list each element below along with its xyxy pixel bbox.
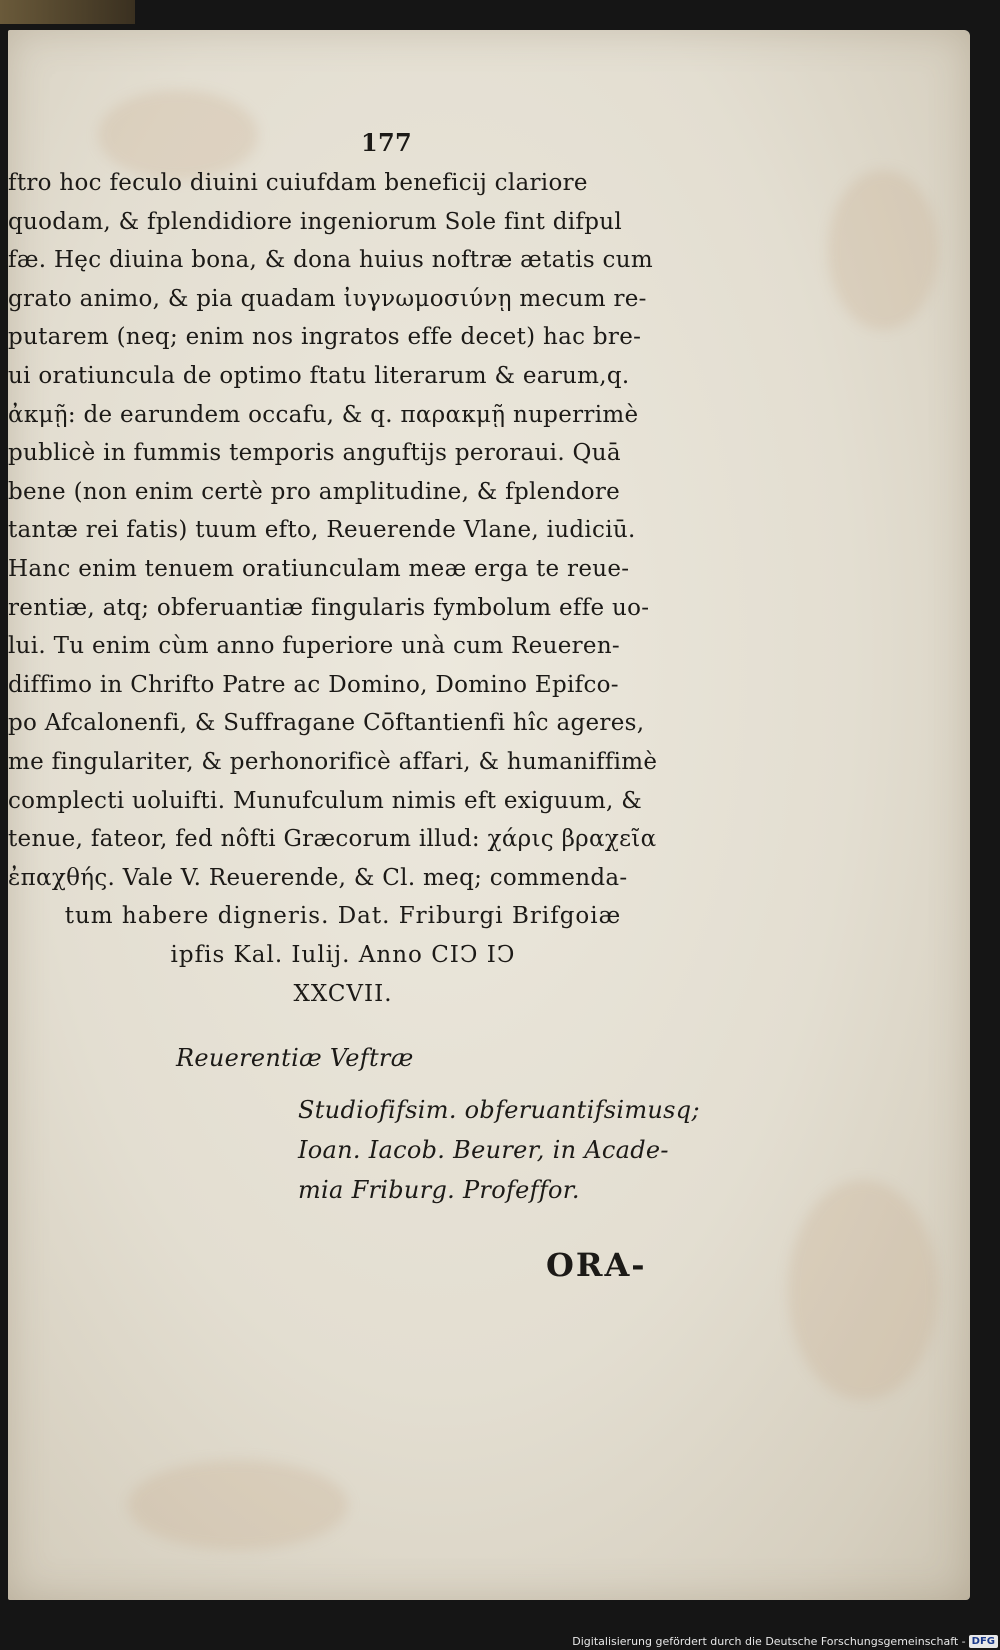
text-line: complecti uoluifti. Munufculum nimis eft exiguum, & (8, 787, 643, 814)
text-line: quodam, & fplendidiore ingeniorum Sole fint difpul (8, 208, 623, 235)
digitization-credit (572, 1635, 998, 1648)
signature-line: Ioan. Iacob. Beurer, in Acade- (298, 1136, 669, 1164)
signature-line: mia Friburg. Profeffor. (298, 1176, 580, 1204)
text-line: ipfis Kal. Iulij. Anno CIↃ IↃ (170, 942, 516, 968)
text-line: ftro hoc feculo diuini cuiufdam beneficij clariore (8, 170, 588, 196)
signature-line: Studiofifsim. obferuantifsimusq; (298, 1096, 700, 1124)
book-edge (0, 0, 135, 24)
text-line: bene (non enim certè pro amplitudine, & fplendore (8, 478, 621, 505)
text-line: XXCVII. (293, 980, 393, 1007)
text-line: tenue, fateor, fed nôfti Græcorum illud: χάρις βραχεῖα (8, 826, 657, 853)
text-line: lui. Tu enim cùm anno fuperiore unà cum Reueren- (8, 633, 621, 660)
text-line: me fingulariter, & perhonorificè affari, & humaniffimè (8, 749, 658, 775)
page-number: 177 (361, 128, 412, 157)
credit-text: Digitalisierung gefördert durch die Deutsche Forschungsgemeinschaft - (572, 1635, 966, 1648)
text-line: ἀκμῇ: de earundem occafu, & q. παρακμῇ nuperrimè (8, 401, 639, 428)
text-line: ui oratiuncula de optimo ftatu literarum & earum,q. (8, 363, 630, 389)
catchword: ORA- (546, 1246, 647, 1284)
text-line: publicè in fummis temporis anguftijs peroraui. Quā (8, 440, 621, 467)
text-line: grato animo, & pia quadam ἰυγνωμοσιύνῃ mecum re- (8, 285, 647, 312)
paper-stain (128, 1460, 348, 1550)
paper-stain (98, 90, 258, 180)
book-page (8, 30, 970, 1600)
text-line: fæ. Hęc diuina bona, & dona huius noftræ ætatis cum (8, 247, 653, 274)
text-line: ἐπαχθής. Vale V. Reuerende, & Cl. meq; commenda- (8, 864, 628, 891)
text-line: Hanc enim tenuem oratiunculam meæ erga te reue- (8, 556, 630, 582)
text-line: diffimo in Chrifto Patre ac Domino, Domino Epifco- (8, 671, 619, 698)
text-line: tantæ rei fatis) tuum efto, Reuerende Vlane, iudiciū. (8, 517, 636, 544)
text-line: rentiæ, atq; obferuantiæ fingularis fymbolum effe uo- (8, 594, 650, 621)
text-line: tum habere digneris. Dat. Friburgi Brifgoiæ (64, 903, 622, 930)
signature-line: Reuerentiæ Veftræ (176, 1044, 414, 1072)
dfg-logo-icon: DFG (969, 1635, 998, 1648)
paper-stain (828, 170, 938, 330)
text-line: putarem (neq; enim nos ingratos effe decet) hac bre- (8, 324, 642, 351)
paper-stain (788, 1180, 938, 1400)
text-line: po Afcalonenfi, & Suffragane Cōftantienfi hîc ageres, (8, 710, 645, 737)
